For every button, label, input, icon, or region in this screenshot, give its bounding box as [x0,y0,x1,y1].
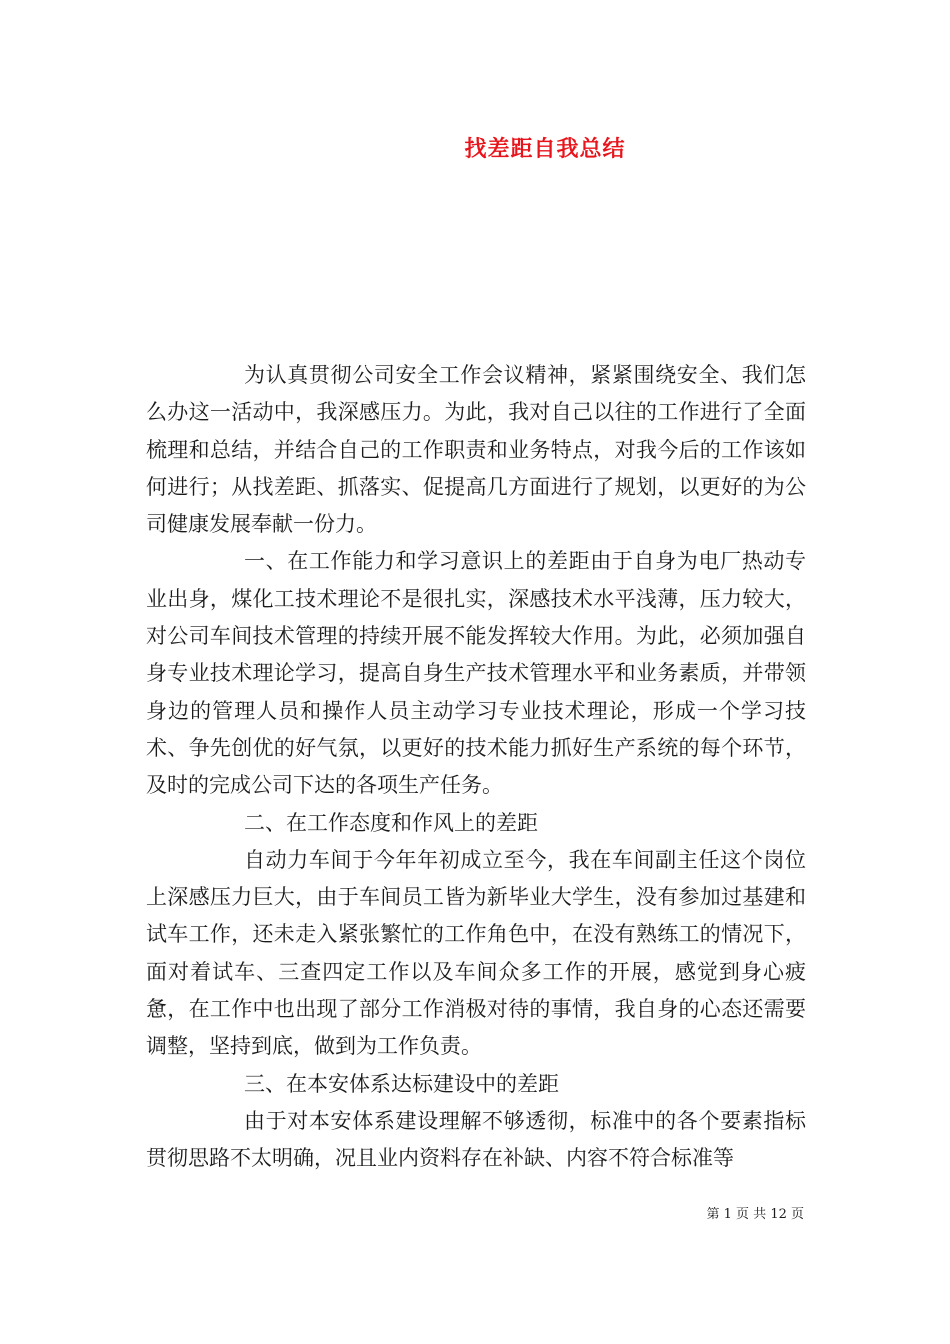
page-number: 第 1 页 共 12 页 [706,1207,804,1222]
paragraph-section-3: 由于对本安体系建设理解不够透彻，标准中的各个要素指标贯彻思路不太明确，况且业内资料存在补缺、内容不符合标准等 [146,1108,806,1171]
document-body [146,357,806,1178]
heading-section-3: 三、在本安体系达标建设中的差距 [244,1071,559,1096]
paragraph-section-2: 自动力车间于今年年初成立至今，我在车间副主任这个岗位上深感压力巨大，由于车间员工皆为新毕业大学生，没有参加过基建和试车工作，还未走入紧张繁忙的工作角色中，在没有熟练工的情况下，面对着试车、三查四定工作以及车间众多工作的开展，感觉到身心疲惫，在工作中也出现了部分工作消极对待的事情，我自身的心态还需要调整，坚持到底，做到为工作负责。 [146,847,806,1059]
paragraph-section-1: 一、在工作能力和学习意识上的差距由于自身为电厂热动专业出身，煤化工技术理论不是很扎实，深感技术水平浅薄，压力较大，对公司车间技术管理的持续开展不能发挥较大作用。为此，必须加强自身专业技术理论学习，提高自身生产技术管理水平和业务素质，并带领身边的管理人员和操作人员主动学习专业技术理论，形成一个学习技术、争先创优的好气氛，以更好的技术能力抓好生产系统的每个环节，及时的完成公司下达的各项生产任务。 [146,549,806,798]
heading-section-2: 二、在工作态度和作风上的差距 [244,810,538,835]
document-title: 找差距自我总结 [464,136,626,162]
paragraph-intro: 为认真贯彻公司安全工作会议精神，紧紧围绕安全、我们怎么办这一活动中，我深感压力。为此，我对自己以往的工作进行了全面梳理和总结，并结合自己的工作职责和业务特点，对我今后的工作该如何进行；从找差距、抓落实、促提高几方面进行了规划，以更好的为公司健康发展奉献一份力。 [146,363,806,537]
